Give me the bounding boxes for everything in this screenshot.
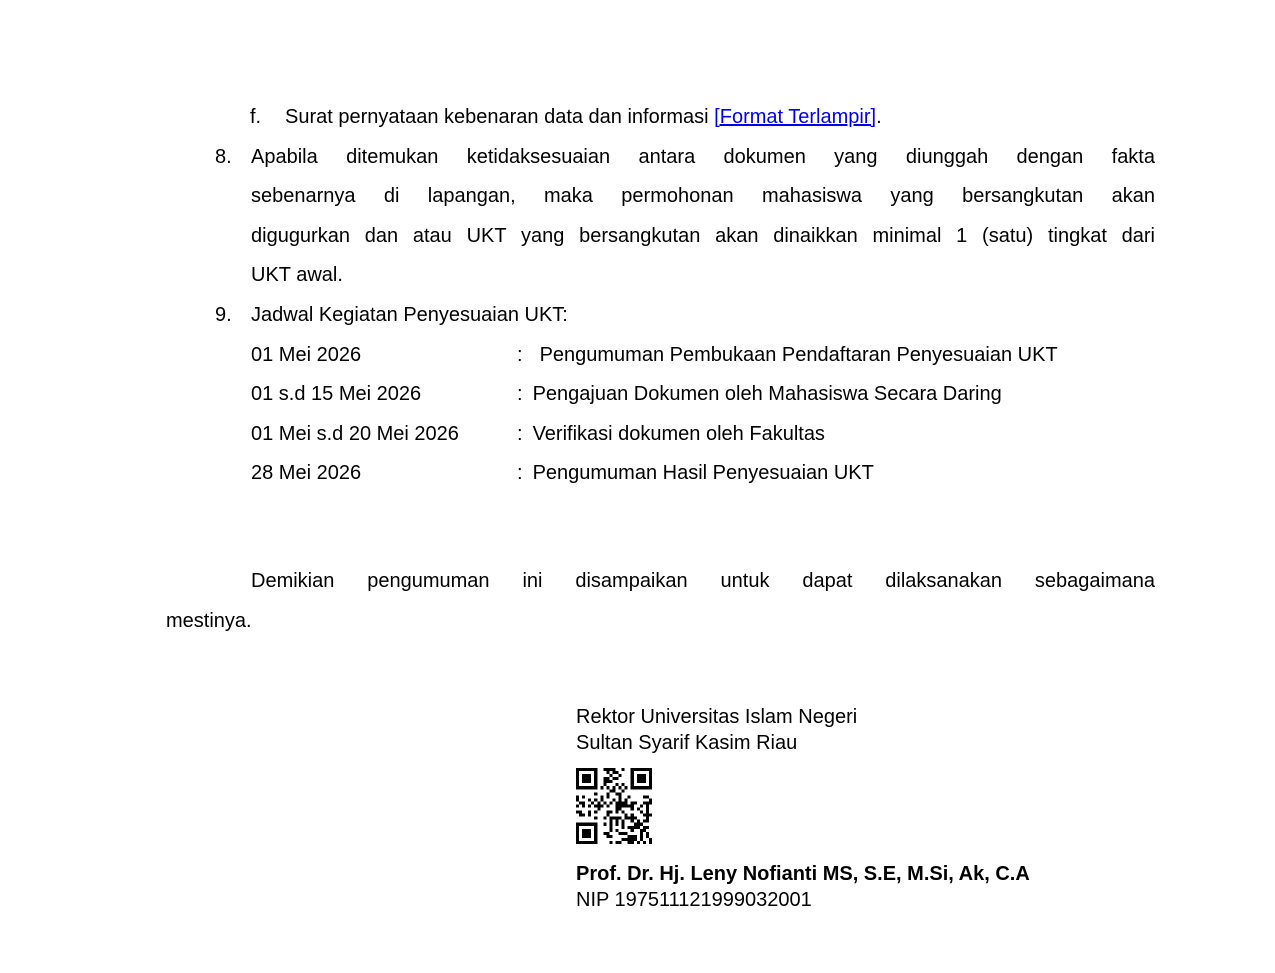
signer-title-line1: Rektor Universitas Islam Negeri xyxy=(576,706,858,728)
list-item-f-text xyxy=(285,106,882,128)
schedule-activity: Pengumuman Pembukaan Pendaftaran Penyesuaian UKT xyxy=(539,343,1058,366)
list-marker-8: 8. xyxy=(215,145,232,168)
signer-title-line2: Sultan Syarif Kasim Riau xyxy=(576,732,798,754)
closing-paragraph xyxy=(166,562,1155,641)
qr-code-signature-stamp xyxy=(576,768,652,844)
list-item-f-text-after: . xyxy=(876,106,882,128)
list-item-9-text: Jadwal Kegiatan Penyesuaian UKT: xyxy=(251,303,568,326)
schedule-date: 01 Mei 2026 xyxy=(251,343,362,366)
signer-name: Prof. Dr. Hj. Leny Nofianti MS, S.E, M.Si, Ak, C.A xyxy=(576,863,1030,885)
schedule-date: 28 Mei 2026 xyxy=(251,462,362,485)
paragraph-line: mestinya. xyxy=(166,609,252,632)
schedule-activity: Pengajuan Dokumen oleh Mahasiswa Secara Daring xyxy=(532,383,1002,406)
schedule-row xyxy=(166,454,1155,494)
list-marker-9: 9. xyxy=(215,303,232,326)
schedule-colon: : xyxy=(517,422,523,445)
schedule-colon: : xyxy=(517,462,523,485)
schedule-colon: : xyxy=(517,343,523,366)
signer-nip: NIP 197511121999032001 xyxy=(576,889,812,911)
list-item-8 xyxy=(166,138,1155,296)
paragraph-line: sebenarnya di lapangan, maka permohonan mahasiswa yang bersangkutan akan xyxy=(251,185,1155,208)
paragraph-line: Apabila ditemukan ketidaksesuaian antara dokumen yang diunggah dengan fakta xyxy=(251,145,1155,168)
list-item-f xyxy=(166,98,1155,138)
paragraph-line: UKT awal. xyxy=(251,264,343,287)
schedule-colon: : xyxy=(517,383,523,406)
schedule-row xyxy=(166,375,1155,415)
list-item-f-text-before: Surat pernyataan kebenaran data dan informasi xyxy=(285,106,715,128)
signature-block xyxy=(576,704,1030,913)
document-body xyxy=(166,98,1155,641)
paragraph-line: digugurkan dan atau UKT yang bersangkutan akan dinaikkan minimal 1 (satu) tingkat dari xyxy=(251,224,1155,247)
schedule-date: 01 s.d 15 Mei 2026 xyxy=(251,383,422,406)
list-marker-f: f. xyxy=(250,106,262,128)
schedule-row xyxy=(166,336,1155,376)
schedule-row xyxy=(166,415,1155,455)
schedule-activity: Pengumuman Hasil Penyesuaian UKT xyxy=(532,462,874,485)
format-terlampir-link[interactable]: [Format Terlampir] xyxy=(714,106,877,128)
paragraph-line: Demikian pengumuman ini disampaikan untuk dapat dilaksanakan sebagaimana xyxy=(251,569,1155,592)
schedule-date: 01 Mei s.d 20 Mei 2026 xyxy=(251,422,459,445)
list-item-9 xyxy=(166,296,1155,336)
schedule-activity: Verifikasi dokumen oleh Fakultas xyxy=(532,422,825,445)
